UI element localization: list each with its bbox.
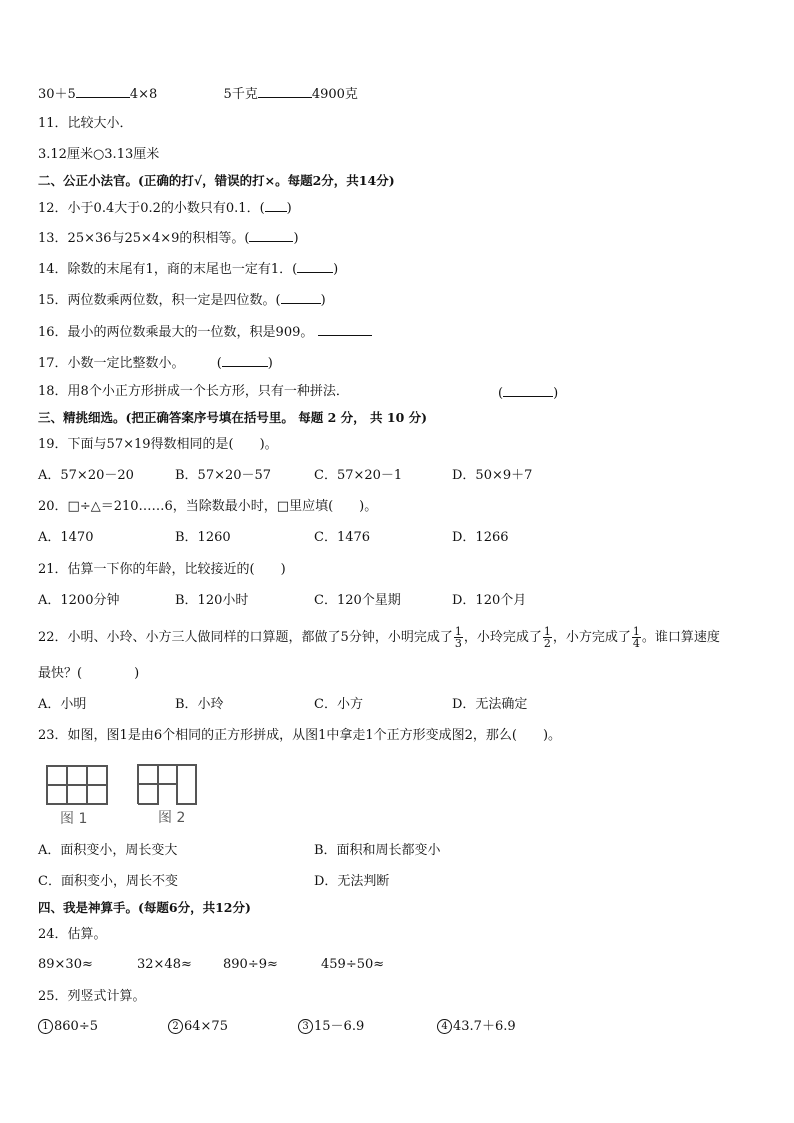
fraction-num: 1: [632, 625, 640, 638]
q24-item-2: 32×48≈: [137, 957, 192, 972]
fraction-one-third: [454, 626, 463, 649]
q18-answer-blank[interactable]: [503, 383, 553, 397]
q20-option-d[interactable]: D．1266: [452, 530, 509, 545]
q20-option-c[interactable]: C．1476: [314, 530, 371, 545]
q22-stem-line2: 最快？( ): [38, 666, 140, 681]
q25-item-3: [298, 1018, 364, 1036]
q19-option-d[interactable]: D．50×9＋7: [452, 468, 533, 483]
q18-text: 18．用8个小正方形拼成一个长方形，只有一种拼法．: [38, 384, 349, 399]
q25-item-1: [38, 1018, 98, 1036]
circled-number-1: 1: [38, 1019, 53, 1034]
q21-option-a[interactable]: A．1200分钟: [38, 593, 120, 608]
q18: [38, 383, 349, 401]
q20-stem: 20．□÷△＝210……6，当除数最小时，□里应填( )。: [38, 499, 378, 514]
q15-text: 15．两位数乘两位数，积一定是四位数。(: [38, 293, 281, 308]
paren-open: (: [498, 386, 504, 401]
q23-option-d[interactable]: D．无法判断: [314, 874, 390, 889]
q19-option-a[interactable]: A．57×20－20: [38, 468, 134, 483]
q22-option-d[interactable]: D．无法确定: [452, 697, 528, 712]
q22-option-c[interactable]: C．小方: [314, 697, 363, 712]
q22-option-a[interactable]: A．小明: [38, 697, 87, 712]
q22-text-3: ，小方完成了: [552, 630, 631, 645]
q24-item-4: 459÷50≈: [321, 957, 385, 972]
paren-close: ): [333, 262, 339, 277]
q25-expr-1: 860÷5: [54, 1019, 98, 1034]
q12-answer-blank[interactable]: [265, 198, 287, 212]
paren-close: ): [267, 356, 273, 371]
circled-number-2: 2: [168, 1019, 183, 1034]
paren-close: ): [320, 293, 326, 308]
q13-text: 13．25×36与25×4×9的积相等。(: [38, 231, 250, 246]
section-4-heading: 四、我是神算手。(每题6分，共12分): [38, 900, 251, 915]
fraction-num: 1: [543, 625, 551, 638]
q21-option-d[interactable]: D．120个月: [452, 593, 527, 608]
q23-option-c[interactable]: C．面积变小，周长不变: [38, 874, 178, 889]
q14-text: 14．除数的末尾有1，商的末尾也一定有1．(: [38, 262, 298, 277]
q12: [38, 198, 292, 218]
figure-1-caption: 图 1: [60, 811, 88, 827]
circled-number-3: 3: [298, 1019, 313, 1034]
q25-expr-2: 64×75: [184, 1019, 228, 1034]
q20-option-a[interactable]: A．1470: [38, 530, 94, 545]
q14-answer-blank[interactable]: [297, 259, 333, 273]
q21-stem: 21．估算一下你的年龄，比较接近的( ): [38, 562, 286, 577]
fraction-den: 4: [632, 637, 640, 650]
q23-stem: 23．如图，图1是由6个相同的正方形拼成，从图1中拿走1个正方形变成图2，那么( )。: [38, 728, 562, 743]
q25-expr-3: 15－6.9: [314, 1019, 365, 1034]
fraction-den: 2: [543, 637, 551, 650]
q24-item-3: 890÷9≈: [223, 957, 278, 972]
q24-title: 24．估算。: [38, 927, 107, 942]
q18-answer: [498, 383, 558, 403]
q23-option-a[interactable]: A．面积变小，周长变大: [38, 843, 178, 858]
q25-item-4: [437, 1018, 516, 1036]
q17-answer-blank[interactable]: [222, 353, 268, 367]
paren-close: ): [286, 201, 292, 216]
q22-text-2: ，小玲完成了: [463, 630, 542, 645]
q10-expr-a: 30＋5: [38, 87, 76, 102]
circled-number-4: 4: [437, 1019, 452, 1034]
q11-body: 3.12厘米○3.13厘米: [38, 147, 160, 162]
q23-option-b[interactable]: B．面积和周长都变小: [314, 843, 441, 858]
q25-expr-4: 43.7＋6.9: [453, 1019, 516, 1034]
fraction-one-quarter: [632, 626, 641, 649]
paren-close: ): [293, 231, 299, 246]
q21-option-c[interactable]: C．120个星期: [314, 593, 401, 608]
q15: [38, 290, 326, 310]
q19-option-c[interactable]: C．57×20－1: [314, 468, 403, 483]
q10-expr-b: 4×8: [129, 87, 158, 102]
q10-expr-d: 4900克: [311, 87, 358, 102]
q16-text: 16．最小的两位数乘最大的一位数，积是909。: [38, 325, 314, 340]
section-2-heading: 二、公正小法官。(正确的打√，错误的打×。每题2分，共14分): [38, 173, 395, 188]
q10-line: [38, 84, 358, 104]
q21-option-b[interactable]: B．120小时: [175, 593, 249, 608]
q13: [38, 228, 299, 248]
paren-open: (: [216, 356, 222, 371]
fraction-num: 1: [454, 625, 462, 638]
q10-blank-1[interactable]: [76, 84, 130, 98]
paren-close: ): [553, 386, 559, 401]
q17: [38, 353, 273, 373]
q12-text: 12．小于0.4大于0.2的小数只有0.1．(: [38, 201, 265, 216]
q19-stem: 19．下面与57×19得数相同的是( )。: [38, 437, 278, 452]
q13-answer-blank[interactable]: [249, 228, 293, 242]
q22-text-4: 。谁口算速度: [641, 630, 720, 645]
q22-stem: [38, 626, 720, 650]
q22-option-b[interactable]: B．小玲: [175, 697, 224, 712]
q24-item-1: 89×30≈: [38, 957, 93, 972]
fraction-den: 3: [454, 637, 462, 650]
q16: [38, 322, 372, 342]
q25-item-2: [168, 1018, 228, 1036]
fraction-one-half: [543, 626, 552, 649]
q25-title: 25．列竖式计算。: [38, 989, 146, 1004]
figure-1-grid: [47, 766, 107, 804]
q19-option-b[interactable]: B．57×20－57: [175, 468, 272, 483]
q10-blank-2[interactable]: [258, 84, 312, 98]
q20-option-b[interactable]: B．1260: [175, 530, 231, 545]
q16-answer-blank[interactable]: [318, 322, 372, 336]
q17-text: 17．小数一定比整数小。: [38, 356, 185, 371]
q14: [38, 259, 338, 279]
q10-expr-c: 5千克: [223, 87, 258, 102]
q15-answer-blank[interactable]: [281, 290, 321, 304]
figure-2-caption: 图 2: [158, 810, 186, 826]
q11-title: 11．比较大小．: [38, 116, 133, 131]
q23-figure: [40, 760, 210, 830]
section-3-heading: 三、精挑细选。(把正确答案序号填在括号里。 每题 2 分， 共 10 分): [38, 410, 428, 425]
figure-2-grid: [138, 765, 196, 804]
q22-text-1: 22．小明、小玲、小方三人做同样的口算题，都做了5分钟，小明完成了: [38, 630, 453, 645]
